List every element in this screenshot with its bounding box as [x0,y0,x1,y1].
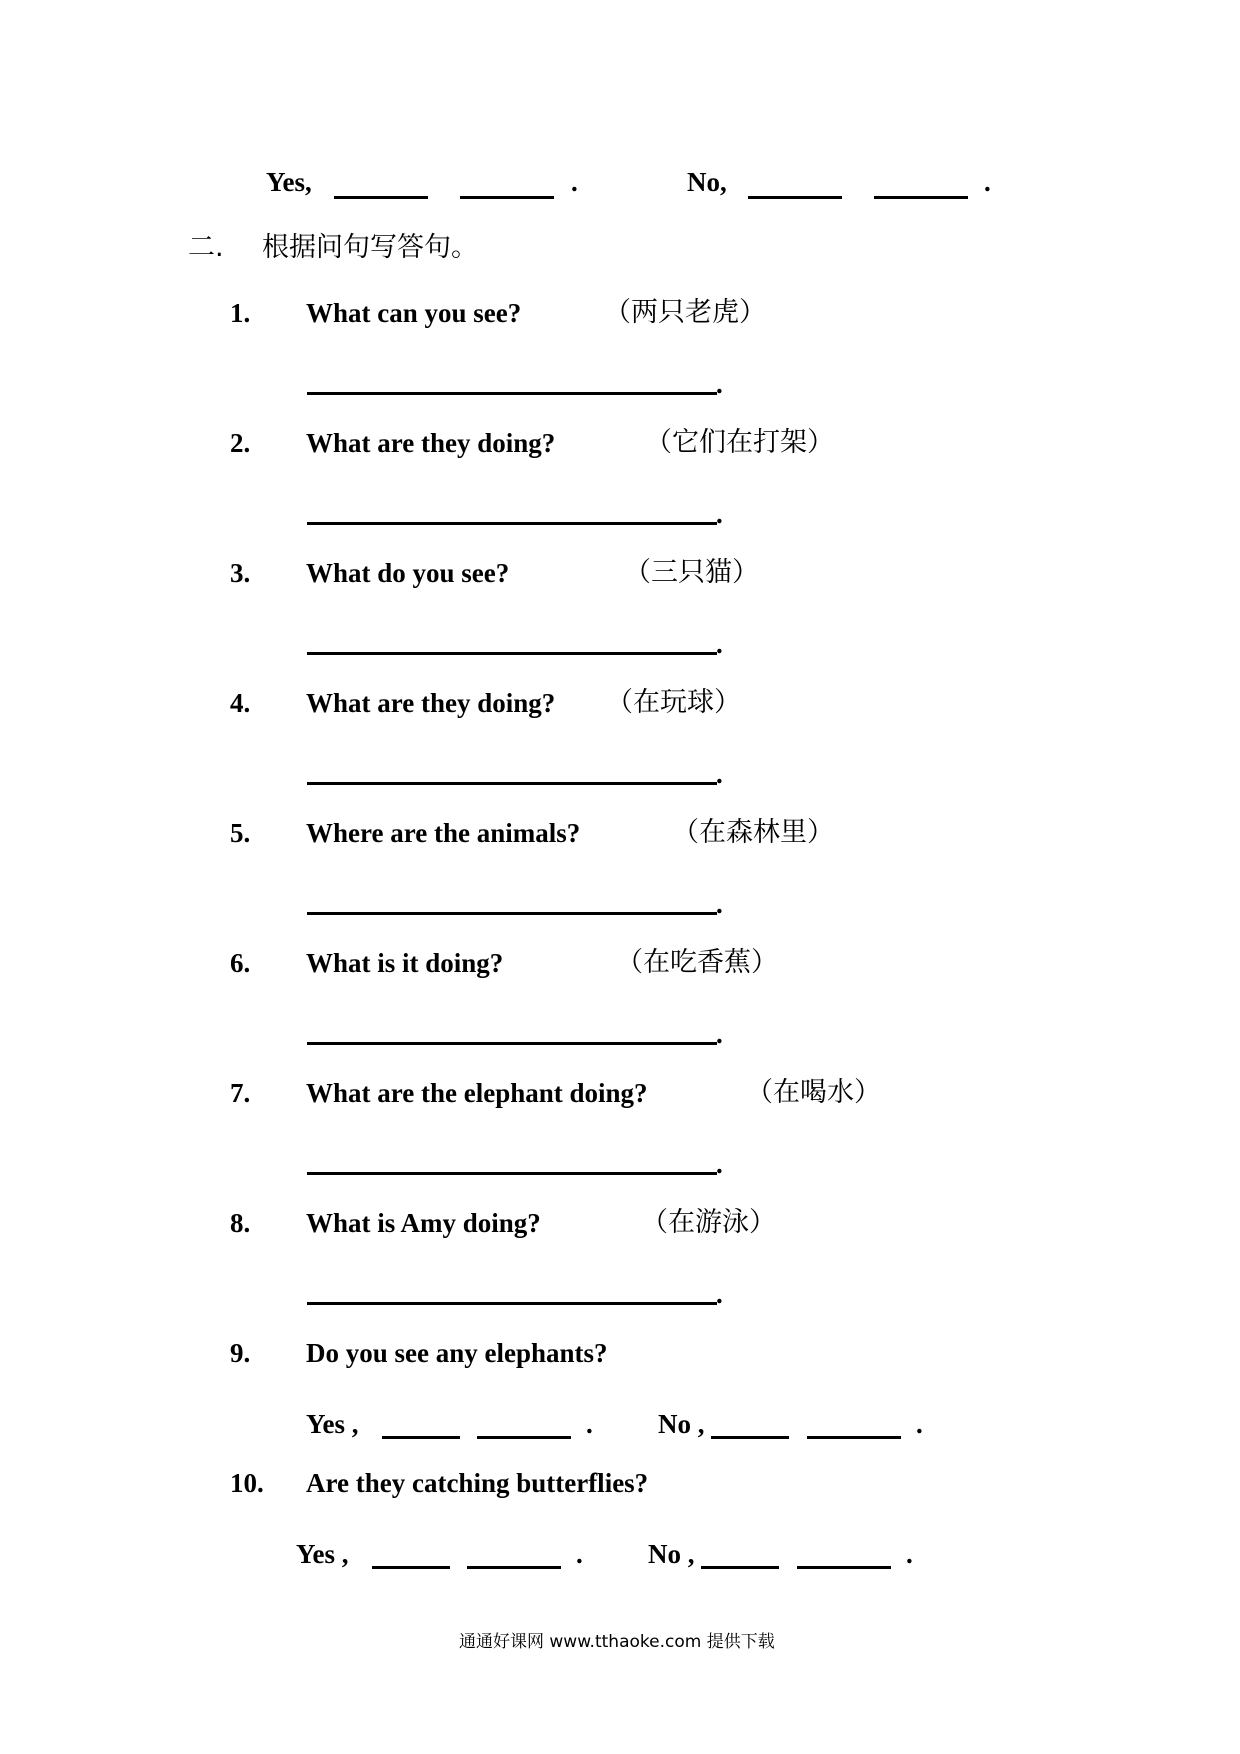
answer-blank[interactable] [748,196,842,199]
answer-blank[interactable] [711,1436,789,1439]
period: . [576,1539,583,1569]
answer-blank[interactable] [797,1566,891,1569]
answer-blank[interactable] [307,1172,717,1175]
answer-blank[interactable] [372,1566,450,1569]
question-hint: （在森林里） [672,817,834,848]
period: . [571,167,578,197]
footer-text: 通通好课网 www.tthaoke.com 提供下载 [459,1632,775,1652]
answer-blank[interactable] [477,1436,571,1439]
answer-blank[interactable] [307,782,717,785]
question-text: What are they doing? [306,428,556,458]
answer-blank[interactable] [874,196,968,199]
yes-label: Yes , [296,1539,349,1569]
question-number: 4. [230,688,251,718]
period: . [984,167,991,197]
period: . [716,499,723,529]
question-hint: （它们在打架） [645,427,834,458]
period: . [916,1409,923,1439]
question-text: Do you see any elephants? [306,1338,608,1368]
question-text: What are they doing? [306,688,556,718]
answer-blank[interactable] [382,1436,460,1439]
no-label: No , [658,1409,705,1439]
yes-label: Yes, [266,167,312,197]
answer-blank[interactable] [307,912,717,915]
question-text: What is it doing? [306,948,504,978]
answer-blank[interactable] [307,652,717,655]
answer-blank[interactable] [701,1566,779,1569]
yes-label: Yes , [306,1409,359,1439]
question-text: What are the elephant doing? [306,1078,648,1108]
answer-blank[interactable] [460,196,554,199]
period: . [716,369,723,399]
period: . [716,1019,723,1049]
answer-blank[interactable] [307,1302,717,1305]
period: . [906,1539,913,1569]
section-number: 二. [188,232,224,263]
question-text: Where are the animals? [306,818,581,848]
question-text: What can you see? [306,298,522,328]
question-text: What is Amy doing? [306,1208,541,1238]
answer-blank[interactable] [307,1042,717,1045]
answer-blank[interactable] [467,1566,561,1569]
question-number: 3. [230,558,251,588]
question-hint: （在吃香蕉） [616,947,778,978]
answer-blank[interactable] [807,1436,901,1439]
question-number: 5. [230,818,251,848]
period: . [716,889,723,919]
question-number: 7. [230,1078,251,1108]
question-text: Are they catching butterflies? [306,1468,649,1498]
section-title: 根据问句写答句。 [262,232,478,263]
no-label: No , [648,1539,695,1569]
question-hint: （两只老虎） [604,297,766,328]
question-hint: （在游泳） [641,1207,776,1238]
question-hint: （在玩球） [606,687,741,718]
answer-blank[interactable] [334,196,428,199]
question-hint: （三只猫） [624,557,759,588]
answer-blank[interactable] [307,392,717,395]
question-number: 10. [230,1468,264,1498]
period: . [586,1409,593,1439]
question-text: What do you see? [306,558,510,588]
question-number: 6. [230,948,251,978]
answer-blank[interactable] [307,522,717,525]
period: . [716,629,723,659]
question-number: 8. [230,1208,251,1238]
period: . [716,759,723,789]
question-hint: （在喝水） [746,1077,881,1108]
period: . [716,1279,723,1309]
no-label: No, [687,167,727,197]
question-number: 2. [230,428,251,458]
question-number: 1. [230,298,251,328]
period: . [716,1149,723,1179]
question-number: 9. [230,1338,251,1368]
